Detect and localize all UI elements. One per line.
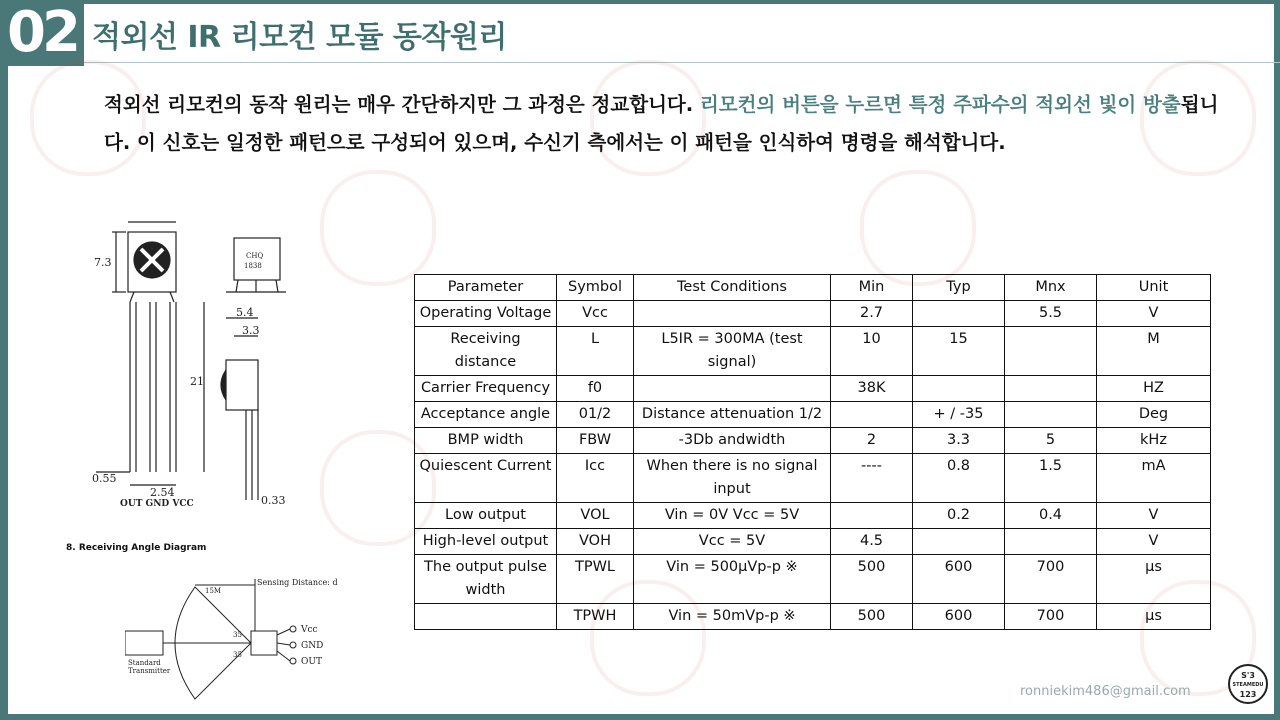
table-cell: 700 <box>1005 604 1097 630</box>
table-cell: 2.7 <box>831 301 913 327</box>
table-cell: 1.5 <box>1005 454 1097 503</box>
table-cell: 700 <box>1005 555 1097 604</box>
table-cell: High-level output <box>415 529 557 555</box>
table-cell: 4.5 <box>831 529 913 555</box>
receiver-box <box>251 631 277 655</box>
label-angle-2: 35 <box>233 651 242 659</box>
dim-0-33: 0.33 <box>261 494 286 507</box>
table-cell: L <box>557 327 634 376</box>
table-cell: Vin = 0V Vcc = 5V <box>634 503 831 529</box>
table-cell: 3.3 <box>913 428 1005 454</box>
table-cell: TPWH <box>557 604 634 630</box>
table-row <box>415 301 1211 327</box>
table-cell: 5 <box>1005 428 1097 454</box>
spec-table-body <box>415 275 1211 630</box>
table-cell: Low output <box>415 503 557 529</box>
table-header-cell: Mnx <box>1005 275 1097 301</box>
table-cell: V <box>1097 529 1211 555</box>
dim-21: 21 <box>190 375 204 388</box>
table-cell: 0.2 <box>913 503 1005 529</box>
logo-top-text: S'3 <box>1241 671 1255 680</box>
chip-label-2: 1838 <box>244 262 262 270</box>
table-header-cell: Symbol <box>557 275 634 301</box>
table-row <box>415 555 1211 604</box>
table-cell <box>1005 327 1097 376</box>
watermark-logo <box>860 170 976 286</box>
description-highlight: 리모컨의 버튼을 누르면 특정 주파수의 적외선 빛이 방출 <box>699 93 1181 116</box>
contact-email: ronniekim486@gmail.com <box>1020 684 1191 699</box>
table-header-cell: Min <box>831 275 913 301</box>
table-cell: mA <box>1097 454 1211 503</box>
table-cell <box>913 529 1005 555</box>
label-angle-1: 35 <box>233 631 242 639</box>
table-cell: 38K <box>831 376 913 402</box>
table-cell: f0 <box>557 376 634 402</box>
slide-title: 적외선 IR 리모컨 모듈 동작원리 <box>92 20 507 55</box>
description-text-2: 됩니다. 이 신호는 일정한 패턴으로 구성되어 있으며, 수신기 측에서는 이 패턴을 인식하여 명령을 해석합니다. <box>104 93 1219 154</box>
table-cell <box>913 376 1005 402</box>
gnd-pin-circle <box>290 642 296 648</box>
table-cell: VOL <box>557 503 634 529</box>
table-cell <box>1005 402 1097 428</box>
table-row <box>415 503 1211 529</box>
dim-0-55: 0.55 <box>92 472 117 485</box>
transmitter-label-1: Standard <box>128 659 161 667</box>
table-cell: 15 <box>913 327 1005 376</box>
table-row <box>415 529 1211 555</box>
dim-2-54: 2.54 <box>150 486 175 499</box>
table-cell: TPWL <box>557 555 634 604</box>
table-cell <box>1005 529 1097 555</box>
table-cell: FBW <box>557 428 634 454</box>
section-number: 02 <box>0 0 84 66</box>
dim-5-4: 5.4 <box>236 306 254 319</box>
table-cell <box>634 301 831 327</box>
sensing-distance-label: Sensing Distance: d <box>257 578 338 587</box>
table-cell: 600 <box>913 555 1005 604</box>
package-dimension-diagram <box>86 210 316 510</box>
logo-mid-text: STEAMEDU <box>1232 682 1264 688</box>
table-row <box>415 428 1211 454</box>
table-cell: 5.5 <box>1005 301 1097 327</box>
vcc-pin-circle <box>290 626 296 632</box>
out-pin-circle <box>290 658 296 664</box>
steamedu-logo <box>1228 664 1268 704</box>
label-15m: 15M <box>205 587 222 595</box>
table-cell: Vcc = 5V <box>634 529 831 555</box>
table-row <box>415 327 1211 376</box>
dim-3-3: 3.3 <box>242 324 260 337</box>
table-cell: VOH <box>557 529 634 555</box>
slide-header <box>0 0 1280 66</box>
table-cell <box>913 301 1005 327</box>
table-row <box>415 454 1211 503</box>
table-cell: HZ <box>1097 376 1211 402</box>
table-cell: M <box>1097 327 1211 376</box>
dim-7-3: 7.3 <box>94 256 112 269</box>
table-cell: ---- <box>831 454 913 503</box>
title-divider <box>84 62 1280 63</box>
vcc-label: Vcc <box>301 625 318 635</box>
table-cell <box>634 376 831 402</box>
description-text: 적외선 리모컨의 동작 원리는 매우 간단하지만 그 과정은 정교합니다. <box>104 93 700 116</box>
transmitter-box <box>125 631 163 655</box>
table-cell: When there is no signal input <box>634 454 831 503</box>
table-cell: Vin = 500μVp-p ※ <box>634 555 831 604</box>
table-cell: 01/2 <box>557 402 634 428</box>
table-cell: μs <box>1097 555 1211 604</box>
table-cell: Quiescent Current <box>415 454 557 503</box>
table-cell: V <box>1097 503 1211 529</box>
table-row <box>415 604 1211 630</box>
table-cell <box>831 402 913 428</box>
table-cell: -3Db andwidth <box>634 428 831 454</box>
watermark-logo <box>320 170 436 286</box>
table-cell: Vin = 50mVp-p ※ <box>634 604 831 630</box>
chip-label-1: CHQ <box>246 252 264 260</box>
table-row <box>415 402 1211 428</box>
table-cell: L5IR = 300MA (test signal) <box>634 327 831 376</box>
table-cell: Deg <box>1097 402 1211 428</box>
table-header-cell: Typ <box>913 275 1005 301</box>
table-cell: 0.4 <box>1005 503 1097 529</box>
table-cell: Icc <box>557 454 634 503</box>
table-cell <box>1005 376 1097 402</box>
table-cell: μs <box>1097 604 1211 630</box>
table-row <box>415 376 1211 402</box>
description-paragraph <box>104 86 1244 162</box>
transmitter-label-2: Transmitter <box>128 667 171 675</box>
table-cell: 10 <box>831 327 913 376</box>
gnd-label: GND <box>301 641 324 651</box>
table-cell: kHz <box>1097 428 1211 454</box>
receiving-angle-diagram <box>125 573 345 703</box>
table-cell: The output pulse width <box>415 555 557 604</box>
angle-diagram-title: 8. Receiving Angle Diagram <box>66 543 207 553</box>
table-cell: V <box>1097 301 1211 327</box>
table-cell: Vcc <box>557 301 634 327</box>
table-cell: Carrier Frequency <box>415 376 557 402</box>
table-cell: + / -35 <box>913 402 1005 428</box>
table-cell: 500 <box>831 604 913 630</box>
spec-table <box>414 274 1211 630</box>
table-cell: Acceptance angle <box>415 402 557 428</box>
pin-labels: OUT GND VCC <box>120 499 194 509</box>
table-cell: 2 <box>831 428 913 454</box>
table-cell <box>831 503 913 529</box>
table-header-row <box>415 275 1211 301</box>
table-cell: 500 <box>831 555 913 604</box>
out-label: OUT <box>301 657 322 667</box>
table-cell: Distance attenuation 1/2 <box>634 402 831 428</box>
sensor-side-view <box>226 360 258 410</box>
table-cell <box>415 604 557 630</box>
table-header-cell: Unit <box>1097 275 1211 301</box>
table-cell: BMP width <box>415 428 557 454</box>
table-header-cell: Parameter <box>415 275 557 301</box>
table-cell: Receiving distance <box>415 327 557 376</box>
table-cell: 0.8 <box>913 454 1005 503</box>
table-header-cell: Test Conditions <box>634 275 831 301</box>
logo-bottom-text: 123 <box>1239 690 1257 699</box>
table-cell: Operating Voltage <box>415 301 557 327</box>
table-cell: 600 <box>913 604 1005 630</box>
